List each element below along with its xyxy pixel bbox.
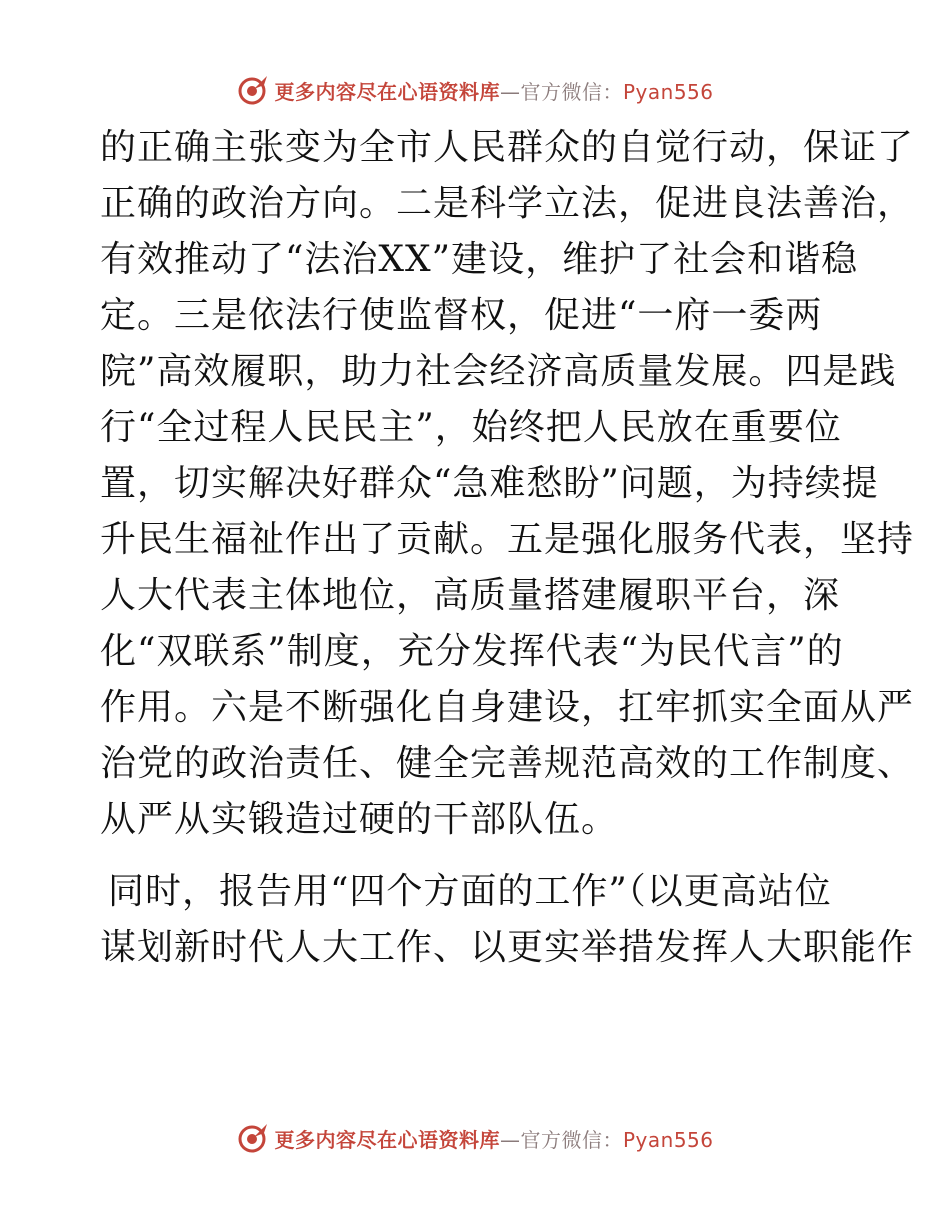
paragraph-spacer xyxy=(100,848,850,864)
watermark-banner-top xyxy=(0,70,950,110)
watermark-wechat-label: 官方微信： xyxy=(520,1127,623,1152)
text-line: 正确的政治方向。二是科学立法，促进良法善治， xyxy=(100,183,915,224)
text-line: 化“双联系”制度，充分发挥代表“为民代言”的 xyxy=(100,631,844,672)
text-line: 从严从实锻造过硬的干部队伍。 xyxy=(100,799,619,840)
text-line: 院”高效履职，助力社会经济高质量发展。四是践 xyxy=(100,351,897,392)
text-line: 的正确主张变为全市人民群众的自觉行动，保证了 xyxy=(100,127,915,168)
watermark-wechat-label: 官方微信： xyxy=(520,79,623,104)
paragraph-1 xyxy=(100,120,915,848)
text-line: 升民生福祉作出了贡献。五是强化服务代表，坚持 xyxy=(100,519,915,560)
watermark-text xyxy=(274,76,713,105)
text-line: 人大代表主体地位，高质量搭建履职平台，深 xyxy=(100,575,841,616)
watermark-text xyxy=(274,1124,713,1153)
watermark-dash: — xyxy=(499,1127,521,1152)
text-line: 有效推动了“法治XX”建设，维护了社会和谐稳 xyxy=(100,239,859,280)
watermark-dash: — xyxy=(499,79,521,104)
watermark-handle: Pyan556 xyxy=(622,1127,714,1152)
text-line: 作用。六是不断强化自身建设，扛牢抓实全面从严 xyxy=(100,687,915,728)
quill-logo-icon xyxy=(236,1121,270,1155)
text-line: 行“全过程人民民主”，始终把人民放在重要位 xyxy=(100,407,842,448)
watermark-main-text: 更多内容尽在心语资料库 xyxy=(274,79,500,104)
document-body xyxy=(100,120,915,976)
paragraph-2 xyxy=(100,864,915,976)
watermark-handle: Pyan556 xyxy=(622,79,714,104)
text-line: 置，切实解决好群众“急难愁盼”问题，为持续提 xyxy=(100,463,879,504)
watermark-main-text: 更多内容尽在心语资料库 xyxy=(274,1127,500,1152)
text-line: 定。三是依法行使监督权，促进“一府一委两 xyxy=(100,295,823,336)
watermark-banner-bottom xyxy=(0,1118,950,1158)
quill-logo-icon xyxy=(236,73,270,107)
text-line: 治党的政治责任、健全完善规范高效的工作制度、 xyxy=(100,743,915,784)
text-line: 谋划新时代人大工作、以更实举措发挥人大职能作 xyxy=(100,927,915,968)
text-line: 同时，报告用“四个方面的工作”（以更高站位 xyxy=(108,871,832,912)
